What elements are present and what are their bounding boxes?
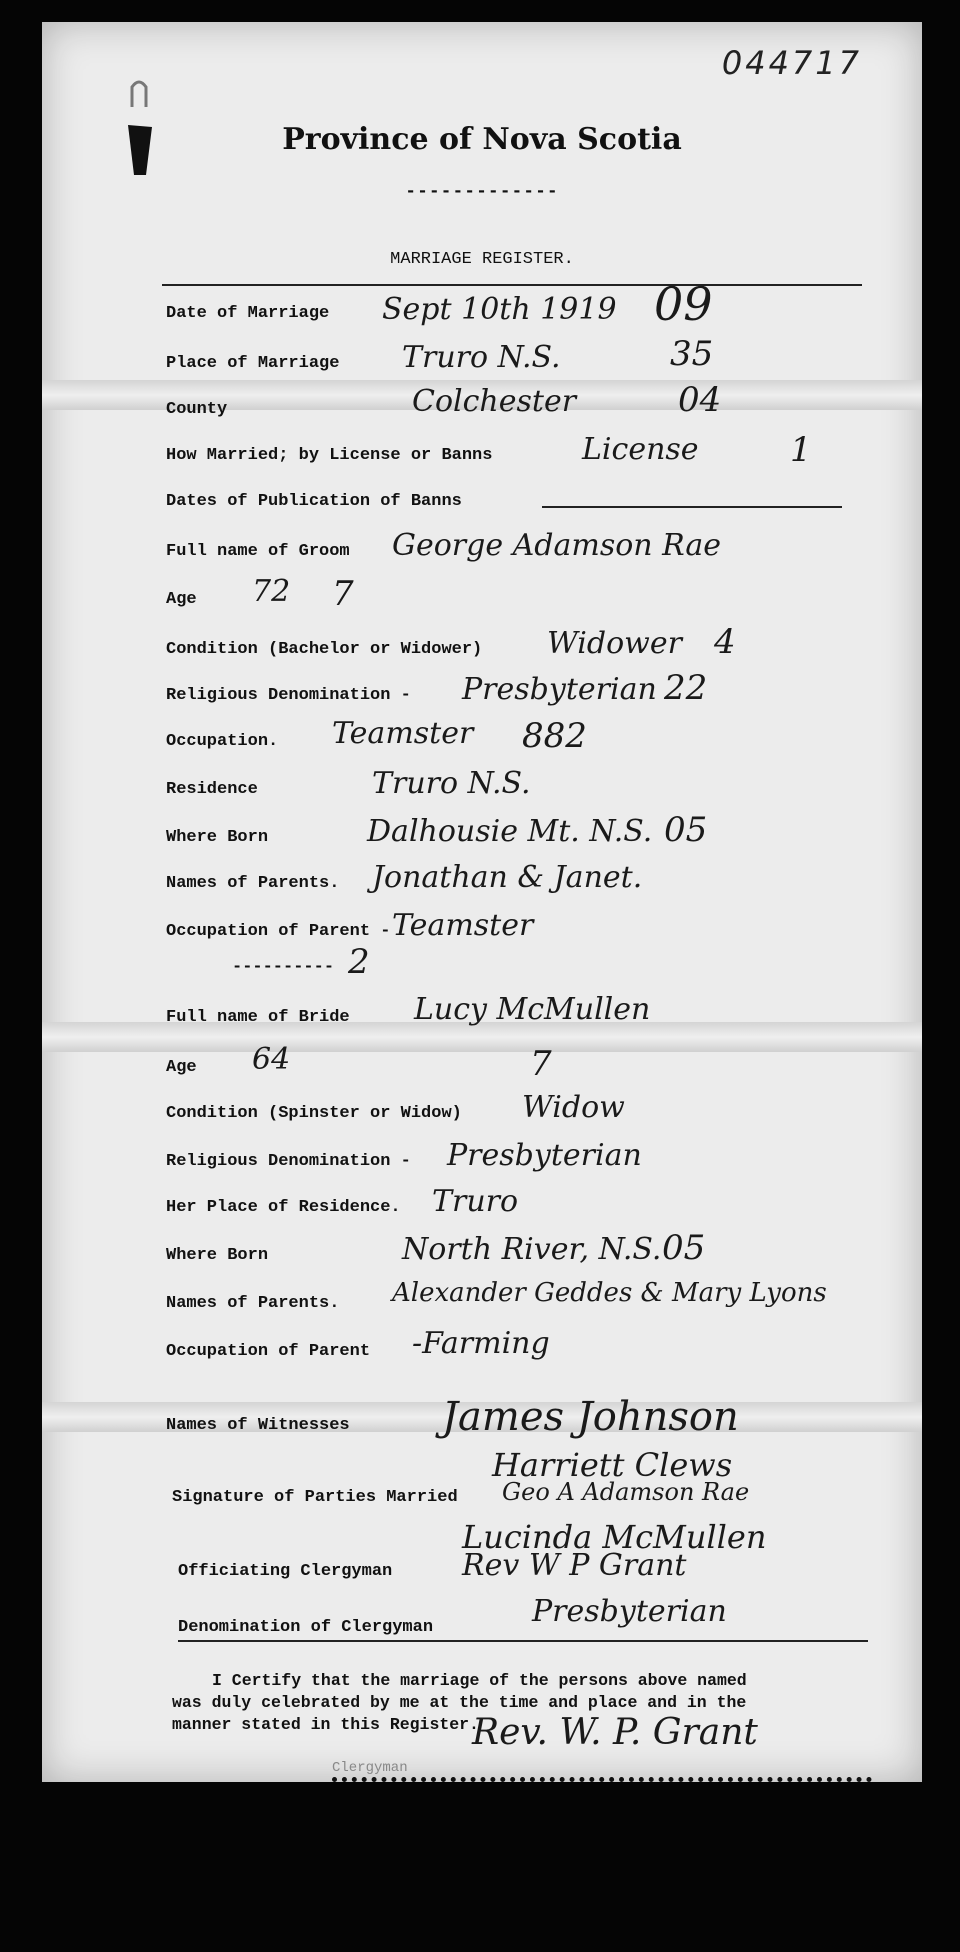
- field-value: -Farming: [412, 1326, 550, 1361]
- title-divider: -------------: [405, 182, 559, 202]
- field-code: 1: [790, 430, 812, 470]
- clergy-denomination-value: Presbyterian: [532, 1594, 727, 1629]
- witness-name: Harriett Clews: [492, 1446, 733, 1484]
- field-value: Truro: [432, 1184, 519, 1219]
- field-label: Age: [166, 1058, 197, 1077]
- certificate-line: was duly celebrated by me at the time and place and in the: [172, 1693, 747, 1712]
- footer-rule: [178, 1640, 868, 1642]
- stamp-number: 044717: [721, 44, 862, 82]
- certificate-line: I Certify that the marriage of the persons above named: [212, 1671, 747, 1690]
- field-label: Condition (Spinster or Widow): [166, 1104, 462, 1123]
- bride-signature: Lucinda McMullen: [462, 1518, 767, 1556]
- field-code: 7: [530, 1044, 552, 1084]
- section-code: 2: [348, 942, 370, 982]
- clergy-denomination-label: Denomination of Clergyman: [178, 1618, 434, 1637]
- field-label: Names of Parents.: [166, 874, 340, 893]
- field-value: Colchester: [412, 384, 577, 419]
- clergyman-label: Officiating Clergyman: [178, 1562, 393, 1581]
- field-label: How Married; by License or Banns: [166, 446, 493, 465]
- field-value: George Adamson Rae: [392, 528, 722, 563]
- field-code: 05: [664, 810, 708, 850]
- section-divider: ----------: [232, 958, 335, 977]
- field-label: Religious Denomination -: [166, 686, 411, 705]
- clergyman-signature: Rev W P Grant: [462, 1548, 687, 1583]
- field-label: Her Place of Residence.: [166, 1198, 401, 1217]
- field-code: 4: [714, 622, 736, 662]
- field-code: 04: [678, 380, 722, 420]
- field-code: 882: [522, 716, 587, 756]
- witness-name: James Johnson: [442, 1394, 739, 1440]
- signature-dotted-line: [332, 1777, 872, 1782]
- field-label: Place of Marriage: [166, 354, 340, 373]
- footer-faint-label: Clergyman: [332, 1760, 408, 1776]
- field-label: Occupation.: [166, 732, 279, 751]
- field-value: License: [582, 432, 699, 467]
- field-value: Presbyterian: [447, 1138, 642, 1173]
- certificate-line: manner stated in this Register.: [172, 1715, 479, 1734]
- field-label: County: [166, 400, 228, 419]
- field-value: Widow: [522, 1090, 625, 1125]
- certifying-signature: Rev. W. P. Grant: [472, 1712, 758, 1753]
- groom-signature: Geo A Adamson Rae: [502, 1478, 750, 1506]
- field-value: Widower: [547, 626, 682, 661]
- parties-label: Signature of Parties Married: [172, 1488, 458, 1507]
- field-label: Date of Marriage: [166, 304, 330, 323]
- document-title: Province of Nova Scotia: [282, 122, 682, 157]
- field-value: Truro N.S.: [372, 766, 531, 801]
- field-value: Sept 10th 1919: [382, 292, 617, 327]
- field-label: Religious Denomination -: [166, 1152, 411, 1171]
- witnesses-label: Names of Witnesses: [166, 1416, 350, 1435]
- document-subtitle: MARRIAGE REGISTER.: [390, 250, 574, 269]
- field-label: Where Born: [166, 1246, 269, 1265]
- field-value: Presbyterian: [462, 672, 657, 707]
- field-value: Alexander Geddes & Mary Lyons: [392, 1278, 827, 1308]
- field-value: Lucy McMullen: [414, 992, 651, 1027]
- field-label: Names of Parents.: [166, 1294, 340, 1313]
- field-value: Dalhousie Mt. N.S.: [367, 814, 653, 849]
- field-code: 05: [662, 1228, 706, 1268]
- field-value: Jonathan & Janet.: [372, 860, 643, 895]
- field-value: Teamster: [332, 716, 474, 751]
- field-value: Teamster: [392, 908, 534, 943]
- field-label: Age: [166, 590, 197, 609]
- field-value: Truro N.S.: [402, 340, 561, 375]
- field-code: 35: [670, 334, 714, 374]
- field-code: 09: [654, 277, 713, 331]
- field-value: 64: [252, 1042, 291, 1077]
- field-label: Occupation of Parent: [166, 1342, 371, 1361]
- field-value: North River, N.S.: [402, 1232, 662, 1267]
- field-label: Occupation of Parent -: [166, 922, 391, 941]
- field-label: Full name of Groom: [166, 542, 350, 561]
- header-rule: [162, 284, 862, 286]
- field-code: 22: [664, 668, 708, 708]
- field-label: Residence: [166, 780, 258, 799]
- blank-line: [542, 506, 842, 508]
- field-label: Condition (Bachelor or Widower): [166, 640, 483, 659]
- field-value: 72: [252, 574, 291, 609]
- field-code: 7: [332, 574, 354, 614]
- field-label: Full name of Bride: [166, 1008, 350, 1027]
- field-label: Where Born: [166, 828, 269, 847]
- field-label: Dates of Publication of Banns: [166, 492, 462, 511]
- register-sheet: [42, 22, 922, 1782]
